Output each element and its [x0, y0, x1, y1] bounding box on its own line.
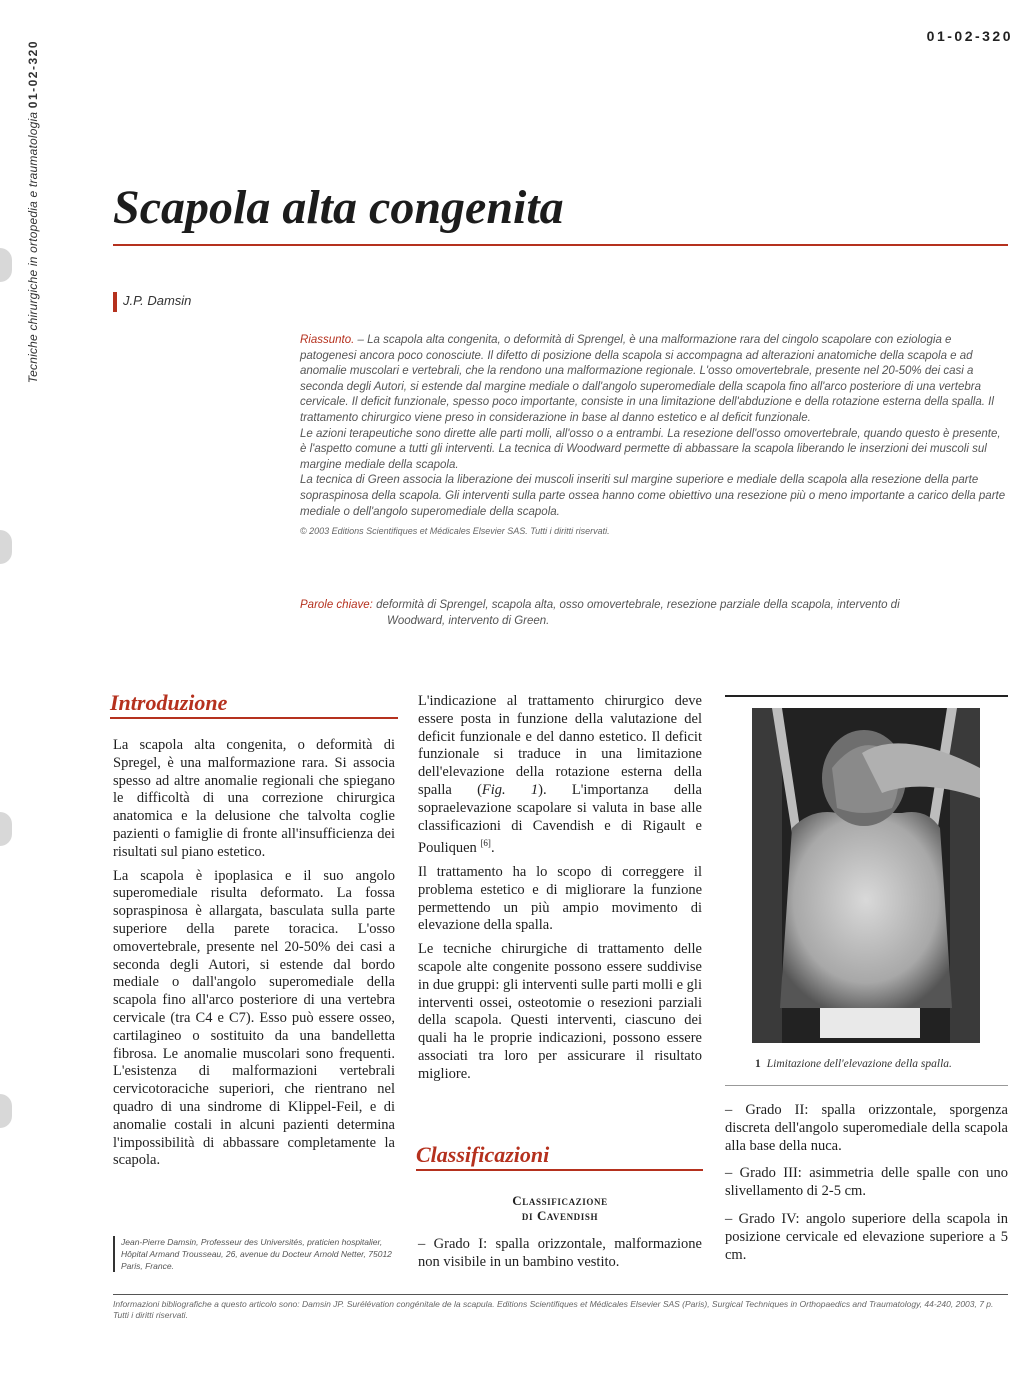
col2-para-3: Le tecniche chirurgiche di trattamento delle scapole alte congenite possono essere suddivise in due gruppi: gli interventi sulle parti molli e gli interventi ossei, osteotomie o resezioni parziali della scapola. Questi interventi, ciascuno dei quali ha le proprie indicazioni, possono essere associati tra loro per assicurare il risultato migliore.: [418, 941, 702, 1082]
abstract-para-1: [300, 333, 1008, 427]
figure-top-rule: [725, 695, 1008, 697]
abstract-para-2: Le azioni terapeutiche sono dirette alle parti molli, all'osso o a entrambi. La resezione dell'osso omovertebrale, quando questo è presente, è l'aspetto comune a tutti gli interventi. La tecnica di Woodward permette di abbassare la scapola liberando le inserzioni dei muscoli sul margine mediale della scapola.: [300, 427, 1001, 471]
col2-para-2: Il trattamento ha lo scopo di correggere il problema estetico e di migliorare la funzione permettendo un più ampio movimento di elevazione della spalla.: [418, 864, 702, 934]
citation-ref[interactable]: [6]: [480, 838, 491, 849]
title-rule: [113, 244, 1008, 246]
binder-hole: [0, 248, 12, 282]
figure-caption-text: Limitazione dell'elevazione della spalla.: [766, 1058, 952, 1070]
intro-para-1: La scapola alta congenita, o deformità di Spregel, è una malformazione rara. Si associa spesso ad altre anomalie regionali che spiegano le difficoltà di una correzione chirurgica anatomica e la delusione che talvolta coglie pazienti o famiglie di fronte all'insufficienza dei risultati sul piano estetico.: [113, 737, 395, 860]
child-back-photo: [752, 708, 980, 1043]
figure-caption: [755, 1058, 952, 1070]
abstract: [300, 333, 1008, 540]
binder-hole: [0, 812, 12, 846]
author-marker: [113, 292, 117, 312]
grade-1: – Grado I: spalla orizzontale, malformazione non visibile in un bambino vestito.: [418, 1236, 702, 1270]
keywords-line-1: deformità di Sprengel, scapola alta, osso omovertebrale, resezione parziale della scapola, intervento di: [372, 599, 900, 611]
keywords-line-2: Woodward, intervento di Green.: [387, 615, 550, 627]
copyright: © 2003 Editions Scientifiques et Médicales Elsevier SAS. Tutti i diritti riservati.: [300, 526, 610, 537]
side-journal-title: Tecniche chirurgiche in ortopedia e traumatologia: [26, 111, 40, 384]
author-name: J.P. Damsin: [123, 293, 192, 308]
subheading-line-1: Classificazione: [512, 1193, 608, 1208]
col2-text-c: .: [490, 840, 495, 857]
author-affiliation: Jean-Pierre Damsin, Professeur des Universités, praticien hospitalier, Hôpital Armand Trousseau, 26, avenue du Docteur Arnold Netter, 75012 Paris, France.: [113, 1236, 406, 1272]
abstract-para-3: La tecnica di Green associa la liberazione dei muscoli inseriti sul margine superiore e mediale della scapola alla resezione della parte soprаspinosa della scapola. Gli interventi sulla parte ossea hanno come obiettivo una resezione più o meno importante a carico della parte mediale o dell'angolo superomediale della scapola.: [300, 474, 1006, 518]
figure-reference[interactable]: Fig. 1: [481, 781, 539, 798]
heading-rule: [110, 717, 398, 719]
bibliographic-footer: Informazioni bibliografiche a questo articolo sono: Damsin JP. Surélévation congénitale de la scapula. Editions Scientifiques et Médicales Elsevier SAS (Paris), Surgical Techniques in Orthopaedics and Traumatology, 44-240, 2003, 7 p. Tutti i diritti riservati.: [113, 1299, 994, 1320]
article-title: Scapola alta congenita: [113, 181, 564, 234]
figure-number: 1: [755, 1058, 761, 1070]
keywords: [300, 597, 1008, 629]
figure-bottom-rule: [725, 1085, 1008, 1086]
abstract-label: Riassunto.: [300, 334, 355, 346]
heading-introduzione: Introduzione: [110, 690, 228, 715]
col2-text-b: ). L'importanza della sopraelevazione scapolare si valuta in base alle classificazioni di Cavendish e di Rigault e Pouliquen: [418, 781, 702, 857]
col3-body: [725, 1102, 1008, 1270]
subheading-line-2: di Cavendish: [521, 1208, 599, 1223]
footer-rule: [113, 1294, 1008, 1295]
intro-body: [113, 737, 395, 1176]
document-number: 01-02-320: [926, 28, 1013, 44]
intro-para-2: La scapola è ipoplasica e il suo angolo superomediale risulta deformato. La fossa sopraspinosa è allargata, basculata sulla parte superiore della parete toracica. L'osso omovertebrale, presente nel 20-50% dei casi a seconda degli Autori, si estende dal bordo mediale o dall'angolo superomediale della scapola fino all'arco posteriore di una vertebra cervicale (tra C4 e C7). Esso può essere osseo, cartilagineo o sostituito da una bandelletta fibrosa. Le anomalie muscolari sono frequenti. L'esistenza di malformazioni vertebrali cervicotoraciche superiori, che rientrano nel quadro di una sindrome di Klippel-Feil, e di anomalie costali in alcuni pazienti determina l'impossibilità di abbassare completamente la scapola.: [113, 867, 395, 1169]
keywords-label: Parole chiave:: [300, 599, 373, 611]
grade-2: – Grado II: spalla orizzontale, sporgenza discreta dell'angolo superomediale della scapola alla base della nuca.: [725, 1102, 1008, 1154]
heading-rule: [416, 1169, 703, 1171]
col2-text-a: L'indicazione al trattamento chirurgico deve essere posta in funzione della valutazione del deficit funzionale e del danno estetico. Il deficit funzionale si traduce in una limitazione dell'elevazione della rotazione esterna della spalla (: [418, 693, 702, 798]
binder-hole: [0, 1094, 12, 1128]
figure-photo: [752, 708, 980, 1043]
grade-3: – Grado III: asimmetria delle spalle con uno slivellamento di 2-5 cm.: [725, 1165, 1008, 1200]
subheading-cavendish: [418, 1193, 702, 1223]
abstract-text-1: – La scapola alta congenita, o deformità di Sprengel, è una malformazione rara del cingolo scapolare con eziologia e patogenesi ancora poco conosciute. Il difetto di posizione della scapola si accompagna ad alterazioni anatomiche della scapola e ad anomalie muscolari e vertebrali, che la rendono una malformazione regionale. L'osso omovertebrale, presente nel 20-50% dei casi a seconda degli Autori, si estende dal margine mediale o dall'angolo superomediale della scapola fino all'arco posteriore di una vertebra cervicale. Il deficit funzionale, spesso poco importante, consiste in una limitazione dell'abduzione e della rotazione esterna della spalla. Il trattamento chirurgico viene preso in considerazione in base al danno estetico e al deficit funzionale.: [300, 334, 994, 424]
side-doc-code: 01-02-320: [26, 40, 40, 109]
col2-para-1: [418, 693, 702, 858]
binder-hole: [0, 530, 12, 564]
col2-body: [418, 693, 702, 1090]
side-running-header: [26, 40, 48, 580]
heading-classificazioni: Classificazioni: [416, 1142, 550, 1167]
grade-4: – Grado IV: angolo superiore della scapola in posizione cervicale ed elevazione superiore a 5 cm.: [725, 1210, 1008, 1263]
